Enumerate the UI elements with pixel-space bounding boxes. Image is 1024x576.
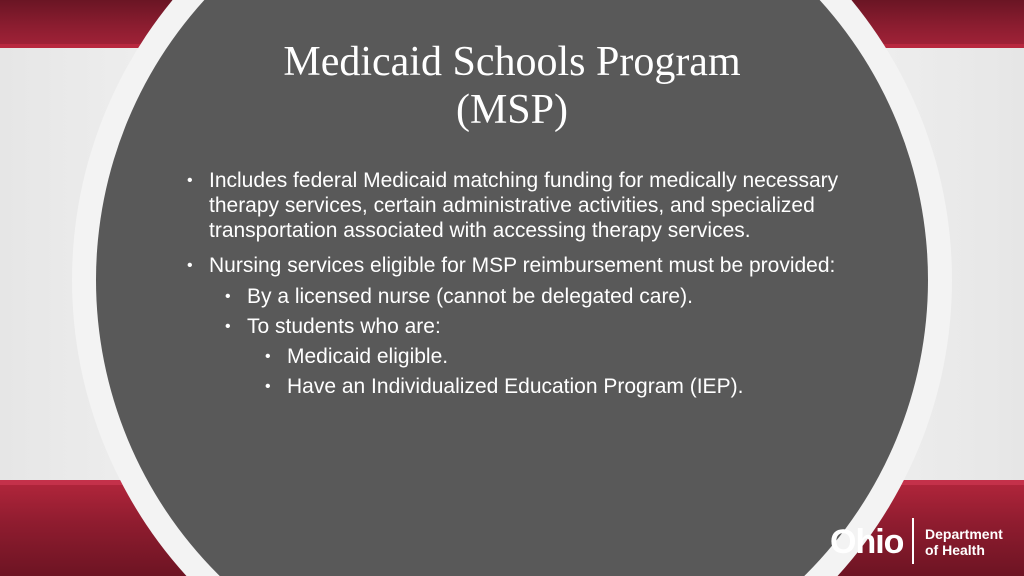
sub-bullet-text: To students who are: [247, 315, 441, 338]
title-line-2: (MSP) [455, 87, 569, 133]
bullet-dot-icon: • [265, 378, 271, 395]
logo-dept-line-1: Department [925, 526, 1003, 542]
bullet-dot-icon: • [187, 257, 193, 274]
slide-title [212, 38, 812, 134]
logo-divider [912, 518, 914, 564]
bullet-item [185, 168, 845, 243]
ohio-department-of-health-logo [820, 516, 1010, 564]
logo-department-text [925, 526, 1003, 558]
sub-bullet-item [223, 314, 845, 339]
bullet-text: Nursing services eligible for MSP reimbursement must be provided: [209, 254, 836, 277]
bullet-dot-icon: • [225, 318, 231, 335]
sub-sub-bullet-item [263, 344, 845, 369]
sub-bullet-text: By a licensed nurse (cannot be delegated care). [247, 285, 693, 308]
sub-sub-bullet-item [263, 374, 845, 399]
logo-dept-line-2: of Health [925, 542, 985, 558]
sub-sub-bullet-text: Have an Individualized Education Program (IEP). [287, 375, 744, 398]
bullet-dot-icon: • [265, 348, 271, 365]
bullet-text: Includes federal Medicaid matching funding for medically necessary therapy services, certain administrative activities, and specialized transportation associated with accessing therapy services. [209, 169, 839, 242]
bullet-item [185, 253, 845, 278]
bullet-dot-icon: • [187, 172, 193, 189]
ohio-wordmark: Ohio [830, 523, 904, 561]
sub-sub-bullet-text: Medicaid eligible. [287, 345, 449, 368]
bullet-dot-icon: • [225, 288, 231, 305]
title-line-1: Medicaid Schools Program [283, 39, 741, 85]
sub-bullet-item [223, 284, 845, 309]
bullet-list [185, 168, 845, 404]
